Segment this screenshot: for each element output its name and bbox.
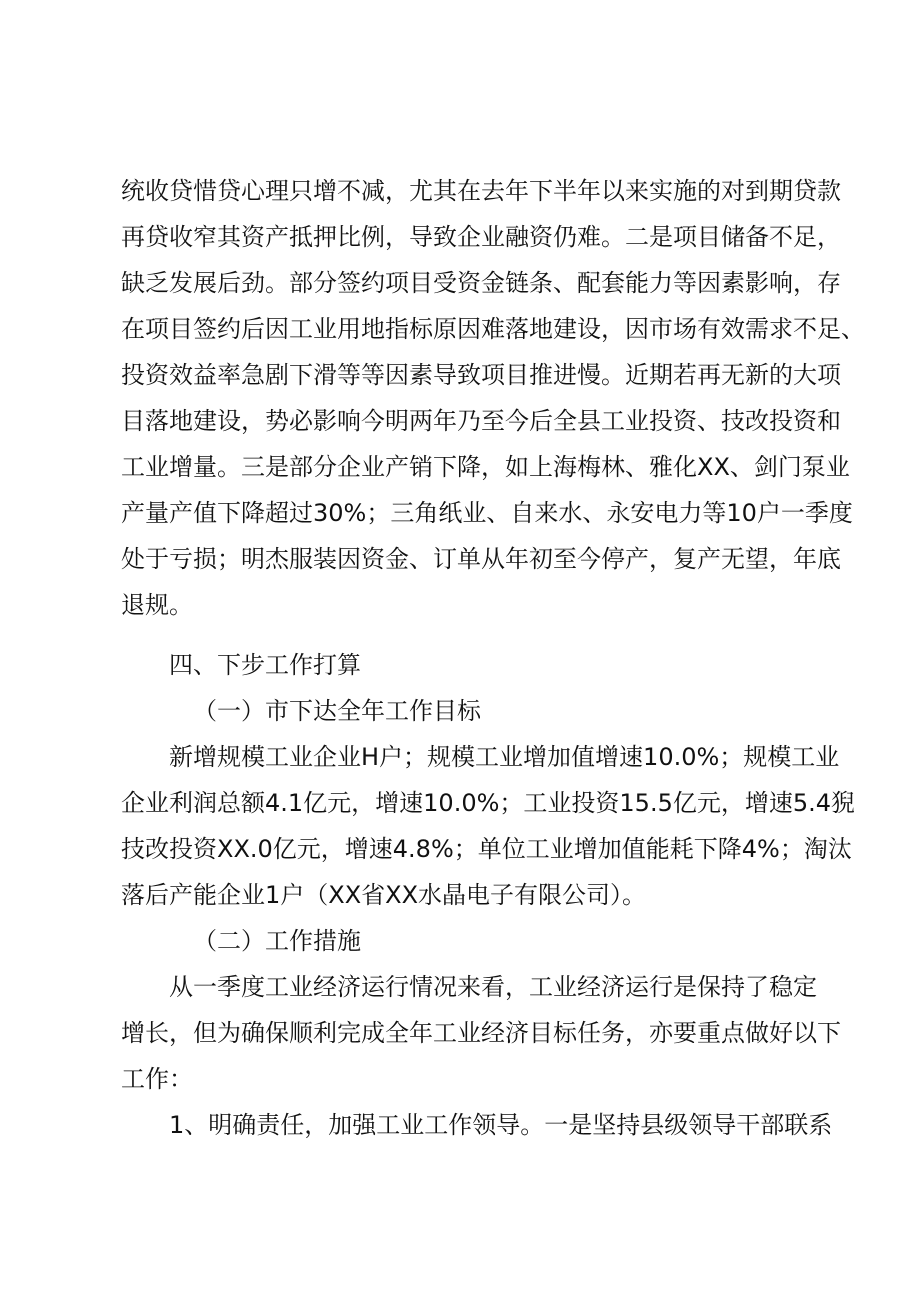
- sub-heading-measures: （二）工作措施: [193, 927, 361, 955]
- paragraph-line: 统收贷惜贷心理只增不减，尤其在去年下半年以来实施的对到期贷款: [121, 177, 841, 205]
- measures-line: 工作：: [121, 1065, 193, 1093]
- measures-line: 从一季度工业经济运行情况来看，工业经济运行是保持了稳定: [169, 973, 817, 1001]
- paragraph-line: 产量产值下降超过30%；三角纸业、自来水、永安电力等10户一季度: [121, 499, 853, 527]
- paragraph-line: 工业增量。三是部分企业产销下降，如上海梅林、雅化XX、剑门泵业: [121, 453, 850, 481]
- paragraph-line: 再贷收窄其资产抵押比例，导致企业融资仍难。二是项目储备不足，: [121, 223, 841, 251]
- paragraph-line: 目落地建设，势必影响今明两年乃至今后全县工业投资、技改投资和: [121, 407, 841, 435]
- paragraph-line: 投资效益率急剧下滑等等因素导致项目推进慢。近期若再无新的大项: [121, 361, 841, 389]
- targets-line: 企业利润总额4.1亿元，增速10.0%；工业投资15.5亿元，增速5.4猊: [121, 789, 856, 817]
- paragraph-line: 退规。: [121, 591, 193, 619]
- item-one-line: 1、明确责任，加强工业工作领导。一是坚持县级领导干部联系: [169, 1111, 833, 1139]
- paragraph-line: 缺乏发展后劲。部分签约项目受资金链条、配套能力等因素影响，存: [121, 269, 841, 297]
- measures-line: 增长，但为确保顺利完成全年工业经济目标任务，亦要重点做好以下: [121, 1019, 841, 1047]
- targets-line: 落后产能企业1户（XX省XX水晶电子有限公司）。: [121, 881, 647, 909]
- paragraph-line: 在项目签约后因工业用地指标原因难落地建设，因市场有效需求不足、: [121, 315, 865, 343]
- section-heading: 四、下步工作打算: [169, 651, 361, 679]
- targets-line: 新增规模工业企业H户；规模工业增加值增速10.0%；规模工业: [169, 743, 840, 771]
- paragraph-line: 处于亏损；明杰服装因资金、订单从年初至今停产，复产无望，年底: [121, 545, 841, 573]
- document-body: [121, 168, 865, 1148]
- sub-heading-targets: （一）市下达全年工作目标: [193, 697, 481, 725]
- targets-line: 技改投资XX.0亿元，增速4.8%；单位工业增加值能耗下降4%；淘汰: [121, 835, 852, 863]
- spacer: [121, 628, 811, 642]
